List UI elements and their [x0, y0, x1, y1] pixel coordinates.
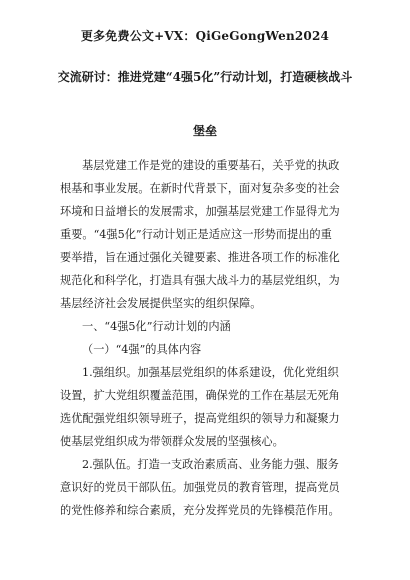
header-watermark-text: 更多免费公文+VX：QiGeGongWen2024 — [80, 29, 330, 43]
subsection-heading: （一）“4强”的具体内容 — [82, 343, 202, 356]
body-line: 的党性修养和综合素质，充分发挥党员的先锋模范作用。 — [60, 504, 340, 517]
body-line: 2.强队伍。打造一支政治素质高、业务能力强、服务 — [82, 458, 339, 471]
body-line: 基层经济社会发展提供坚实的组织保障。 — [60, 297, 262, 310]
body-line: 基层党建工作是党的建设的重要基石，关乎党的执政 — [82, 159, 340, 172]
body-line: 选优配强党组织领导班子，提高党组织的领导力和凝聚力 — [60, 412, 340, 425]
body-line: 设置，扩大党组织覆盖范围，确保党的工作在基层无死角 — [60, 389, 340, 402]
body-line: 规范化和科学化，打造具有强大战斗力的基层党组织，为 — [60, 274, 340, 287]
section-heading: 一、“4强5化”行动计划的内涵 — [82, 320, 231, 333]
body-line: 重要。“4强5化”行动计划正是适应这一形势而提出的重 — [60, 228, 332, 241]
body-line: 要举措，旨在通过强化关键要素、推进各项工作的标准化 — [60, 251, 340, 264]
document-title-line-2: 堡垒 — [192, 124, 217, 138]
body-line: 根基和事业发展。在新时代背景下，面对复杂多变的社会 — [60, 182, 340, 195]
body-line: 使基层党组织成为带领群众发展的坚强核心。 — [60, 435, 284, 448]
document-title-line-1: 交流研讨：推进党建“4强5化”行动计划，打造硬核战斗 — [57, 70, 353, 84]
body-line: 意识好的党员干部队伍。加强党员的教育管理，提高党员 — [60, 481, 340, 494]
body-line: 1.强组织。加强基层党组织的体系建设，优化党组织 — [82, 366, 339, 379]
body-line: 环境和日益增长的发展需求，加强基层党建工作显得尤为 — [60, 205, 340, 218]
